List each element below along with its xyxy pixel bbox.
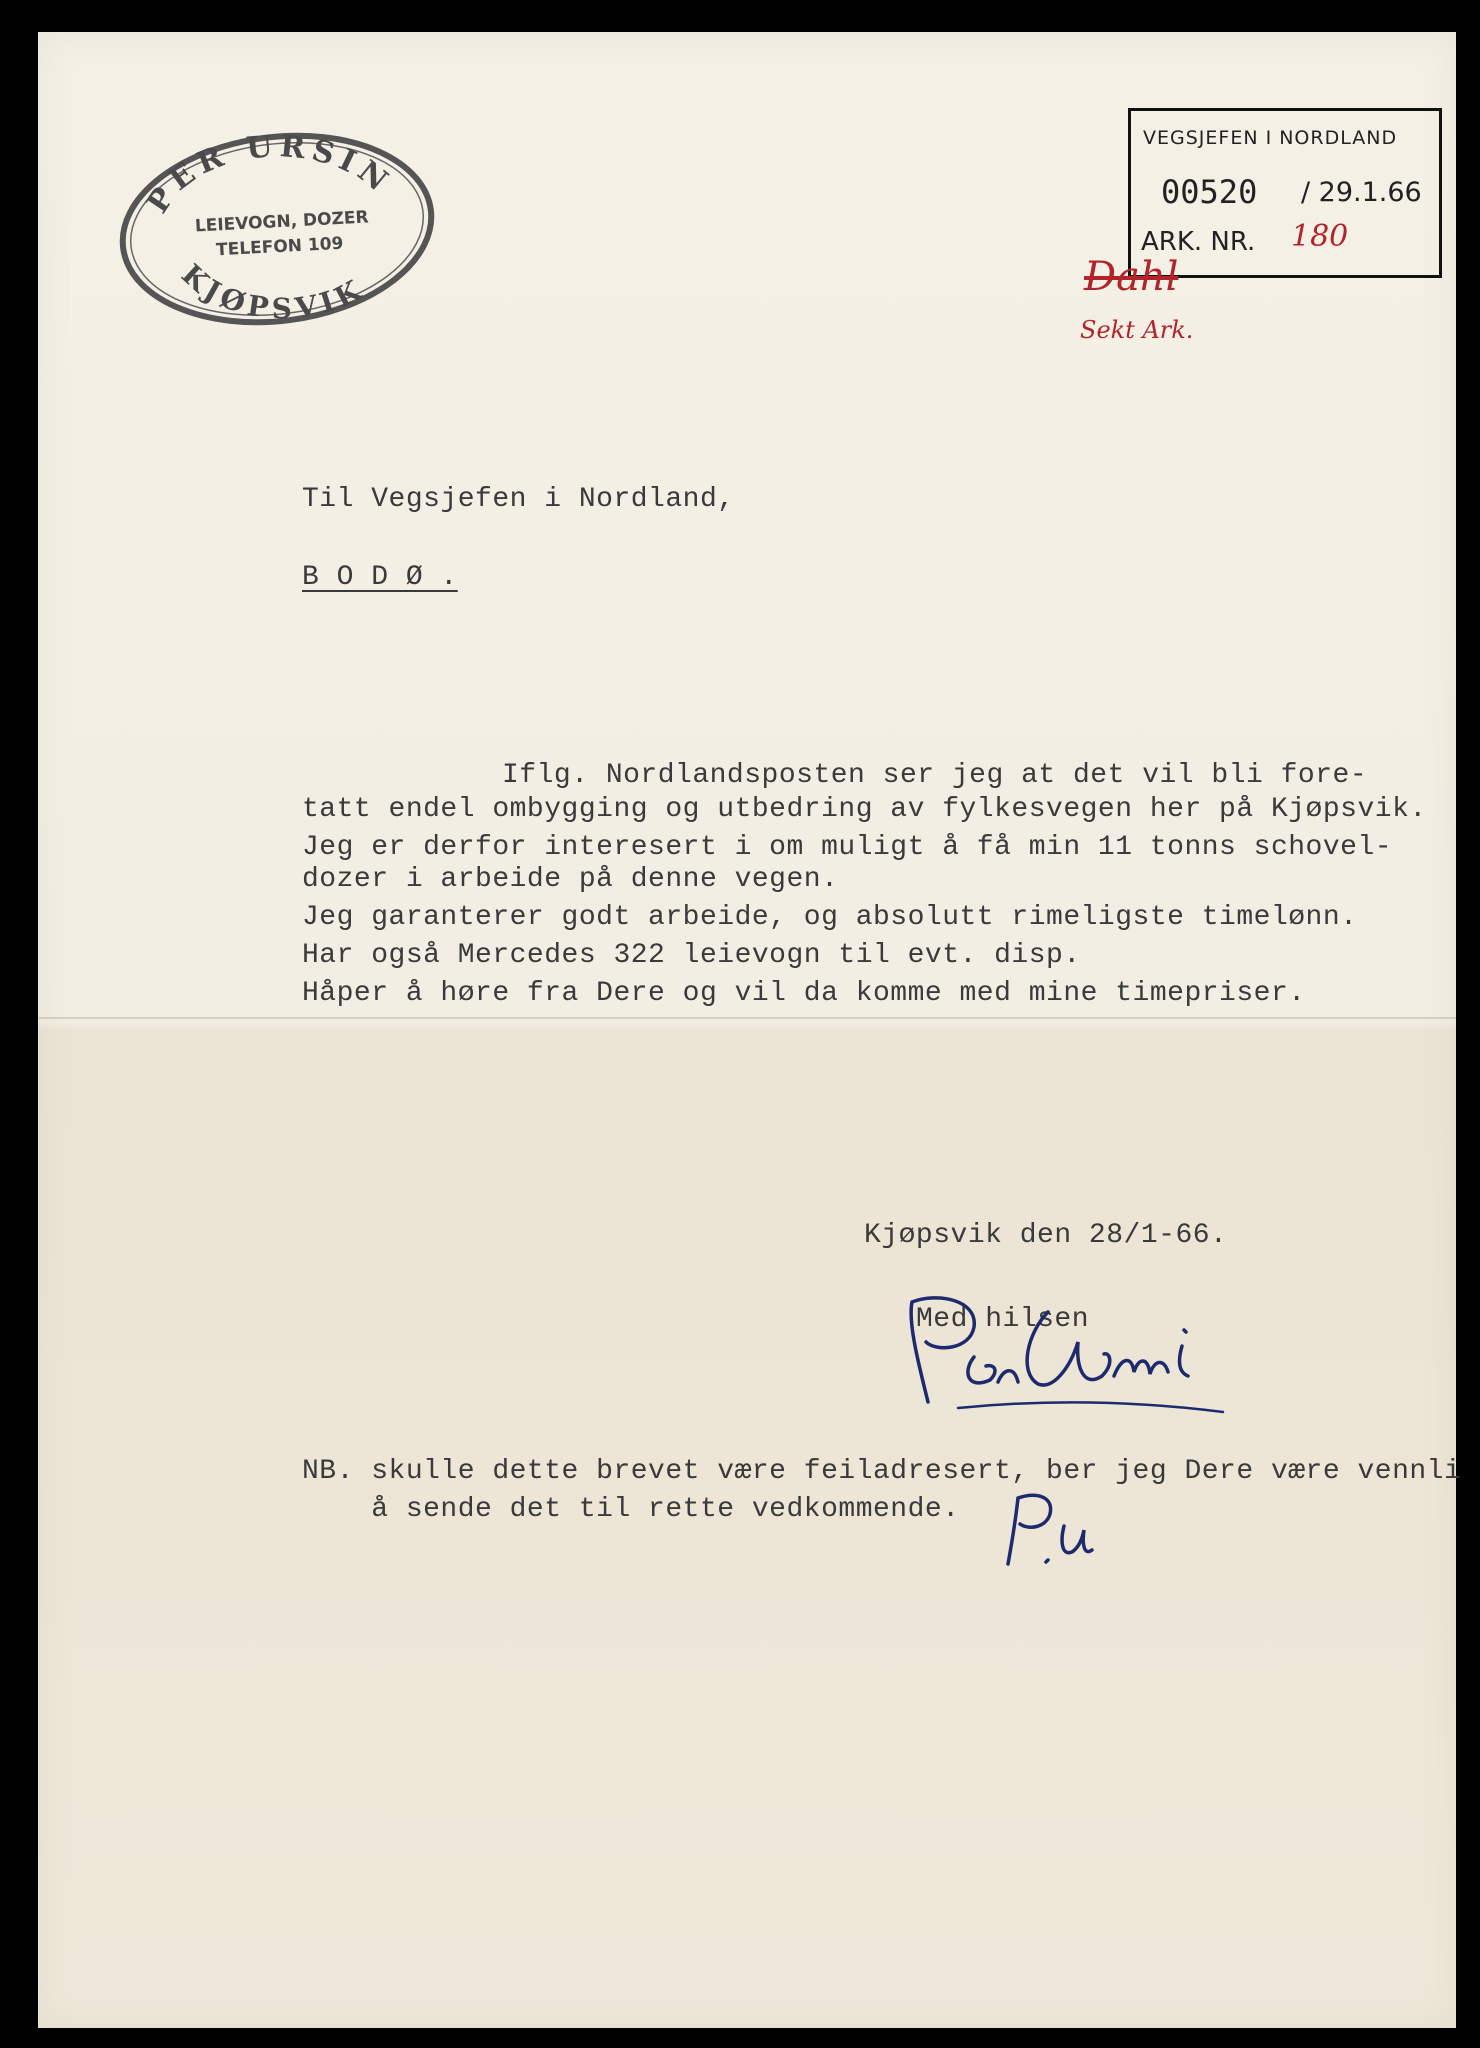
- body-line-7: Håper å høre fra Dere og vil da komme med mine timepriser.: [302, 978, 1306, 1009]
- letter-sheet: [38, 32, 1462, 2028]
- stamp-line1: LEIEVOGN, DOZER: [194, 207, 370, 237]
- stamp-name: PER URSIN: [140, 128, 399, 220]
- body-line-6: Har også Mercedes 322 leievogn til evt. disp.: [302, 940, 1081, 971]
- signature: [878, 1272, 1238, 1422]
- recipient-city: B O D Ø .: [302, 562, 458, 593]
- archive-ark-value: 180: [1291, 219, 1349, 254]
- place-date: Kjøpsvik den 28/1-66.: [864, 1220, 1228, 1251]
- stamp-place: KJØPSVIK: [175, 257, 371, 326]
- handwritten-note-sekt: Sekt Ark.: [1080, 316, 1194, 344]
- handwritten-note-name: Dahl: [1084, 254, 1179, 300]
- body-line-1: Iflg. Nordlandsposten ser jeg at det vil bli fore-: [502, 760, 1368, 791]
- postscript-line-1: NB. skulle dette brevet være feiladresert, ber jeg Dere være vennli: [302, 1456, 1462, 1487]
- greeting: Med hilsen: [916, 1304, 1090, 1335]
- body-line-3: Jeg er derfor interesert i om muligt å få min 11 tonns schovel-: [302, 832, 1393, 863]
- body-line-4: dozer i arbeide på denne vegen.: [302, 864, 839, 895]
- stamp-line2: TELEFON 109: [215, 233, 344, 261]
- archive-date: / 29.1.66: [1301, 177, 1422, 208]
- archive-ark-label: ARK. NR.: [1141, 227, 1256, 257]
- paper-fold: [38, 1017, 1456, 1019]
- archive-number: 00520: [1161, 173, 1258, 211]
- archive-stamp: [1128, 108, 1442, 278]
- recipient-line: Til Vegsjefen i Nordland,: [302, 484, 735, 515]
- body-line-5: Jeg garanterer godt arbeide, og absolutt rimeligste timelønn.: [302, 902, 1358, 933]
- initials-signature: [988, 1486, 1098, 1576]
- letterhead-stamp: [110, 124, 440, 334]
- postscript-line-2: å sende det til rette vedkommende.: [302, 1494, 960, 1525]
- archive-office: VEGSJEFEN I NORDLAND: [1143, 127, 1398, 149]
- body-line-2: tatt endel ombygging og utbedring av fylkesvegen her på Kjøpsvik.: [302, 794, 1427, 825]
